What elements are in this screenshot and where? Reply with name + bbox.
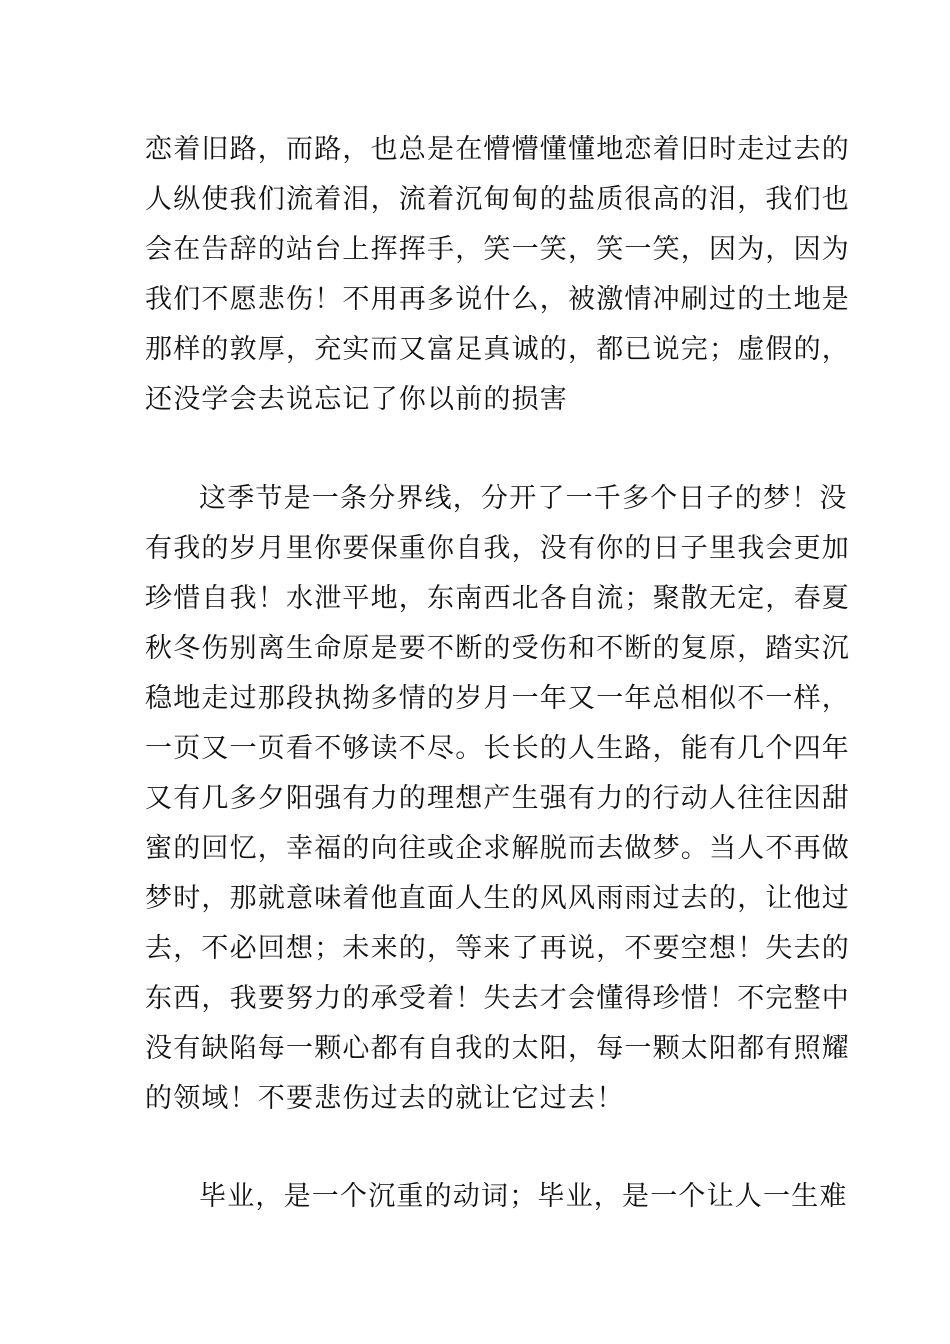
text-line: 梦时，那就意味着他直面人生的风风雨雨过去的，让他过 bbox=[145, 883, 850, 914]
text-line: 有我的岁月里你要保重你自我，没有你的日子里我会更加 bbox=[145, 533, 850, 564]
text-line: 人纵使我们流着泪，流着沉甸甸的盐质很高的泪，我们也 bbox=[145, 184, 850, 215]
text-line: 蜜的回忆，幸福的向往或企求解脱而去做梦。当人不再做 bbox=[145, 833, 850, 864]
text-line: 秋冬伤别离生命原是要不断的受伤和不断的复原，踏实沉 bbox=[145, 633, 850, 664]
text-line: 又有几多夕阳强有力的理想产生强有力的行动人往往因甜 bbox=[145, 783, 850, 814]
text-line: 一页又一页看不够读不尽。长长的人生路，能有几个四年 bbox=[145, 733, 850, 764]
text-line: 我们不愿悲伤！不用再多说什么，被激情冲刷过的土地是 bbox=[145, 284, 850, 315]
text-line: 珍惜自我！水泄平地，东南西北各自流；聚散无定，春夏 bbox=[145, 583, 850, 614]
text-line: 这季节是一条分界线，分开了一千多个日子的梦！没 bbox=[199, 483, 848, 514]
text-line: 的领域！不要悲伤过去的就让它过去！ bbox=[145, 1083, 625, 1114]
text-line: 还没学会去说忘记了你以前的损害 bbox=[145, 384, 568, 415]
text-line: 去，不必回想；未来的，等来了再说，不要空想！失去的 bbox=[145, 933, 850, 964]
text-line: 稳地走过那段执拗多情的岁月一年又一年总相似不一样， bbox=[145, 683, 850, 714]
text-line: 东西，我要努力的承受着！失去才会懂得珍惜！不完整中 bbox=[145, 983, 850, 1014]
text-line: 会在告辞的站台上挥挥手，笑一笑，笑一笑，因为，因为 bbox=[145, 234, 850, 265]
text-line: 恋着旧路，而路，也总是在懵懵懂懂地恋着旧时走过去的 bbox=[145, 134, 850, 165]
text-line: 没有缺陷每一颗心都有自我的太阳，每一颗太阳都有照耀 bbox=[145, 1033, 850, 1064]
text-line: 那样的敦厚，充实而又富足真诚的，都已说完；虚假的， bbox=[145, 334, 850, 365]
text-line: 毕业，是一个沉重的动词；毕业，是一个让人一生难 bbox=[199, 1181, 848, 1212]
